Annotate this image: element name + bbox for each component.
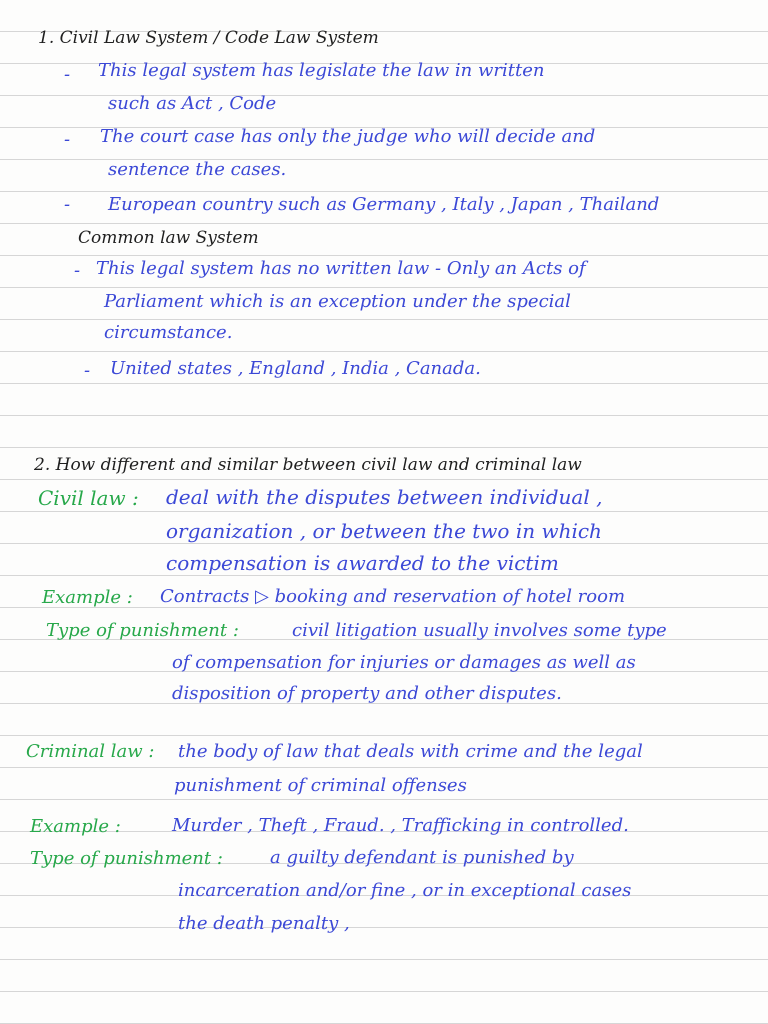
bullet: - (84, 360, 91, 381)
civil-punishment-label: Type of punishment : (46, 620, 239, 641)
criminal-punishment-text: a guilty defendant is punished by (270, 847, 574, 868)
point-text: This legal system has no written law - Only an Acts of (96, 258, 586, 279)
civil-law-definition: organization , or between the two in which (166, 519, 602, 543)
civil-example-label: Example : (42, 587, 133, 608)
point-text: circumstance. (104, 322, 233, 343)
point-text: The court case has only the judge who will decide and (100, 126, 596, 147)
bullet: - (64, 64, 71, 85)
criminal-law-definition: punishment of criminal offenses (174, 775, 467, 796)
criminal-example-label: Example : (30, 816, 121, 837)
criminal-punishment-text: incarceration and/or fine , or in exceptional cases (178, 880, 632, 901)
common-law-heading: Common law System (78, 228, 259, 248)
criminal-example-text: Murder , Theft , Fraud. , Trafficking in controlled. (172, 815, 629, 836)
point-text: Parliament which is an exception under the special (104, 291, 571, 312)
civil-punishment-text: of compensation for injuries or damages as well as (172, 652, 636, 673)
civil-punishment-text: civil litigation usually involves some type (292, 620, 667, 641)
bullet: - (64, 129, 71, 150)
criminal-law-definition: the body of law that deals with crime and the legal (178, 741, 643, 762)
point-text: This legal system has legislate the law in written (98, 60, 545, 81)
civil-law-definition: deal with the disputes between individual , (166, 485, 603, 509)
criminal-law-label: Criminal law : (26, 741, 155, 762)
civil-law-label: Civil law : (38, 486, 139, 510)
point-text: European country such as Germany , Italy , Japan , Thailand (108, 194, 660, 215)
section-1-heading: 1. Civil Law System / Code Law System (38, 28, 379, 48)
section-2-heading: 2. How different and similar between civil law and criminal law (34, 455, 582, 475)
civil-example-text: Contracts ▷ booking and reservation of hotel room (160, 586, 626, 607)
civil-punishment-text: disposition of property and other disputes. (172, 683, 562, 704)
point-text: United states , England , India , Canada. (110, 358, 481, 379)
point-text: sentence the cases. (108, 159, 287, 180)
point-text: such as Act , Code (108, 93, 277, 114)
civil-law-definition: compensation is awarded to the victim (166, 551, 559, 575)
criminal-punishment-text: the death penalty , (178, 913, 350, 934)
bullet: - (64, 194, 71, 215)
bullet: - (74, 260, 81, 281)
criminal-punishment-label: Type of punishment : (30, 848, 223, 869)
